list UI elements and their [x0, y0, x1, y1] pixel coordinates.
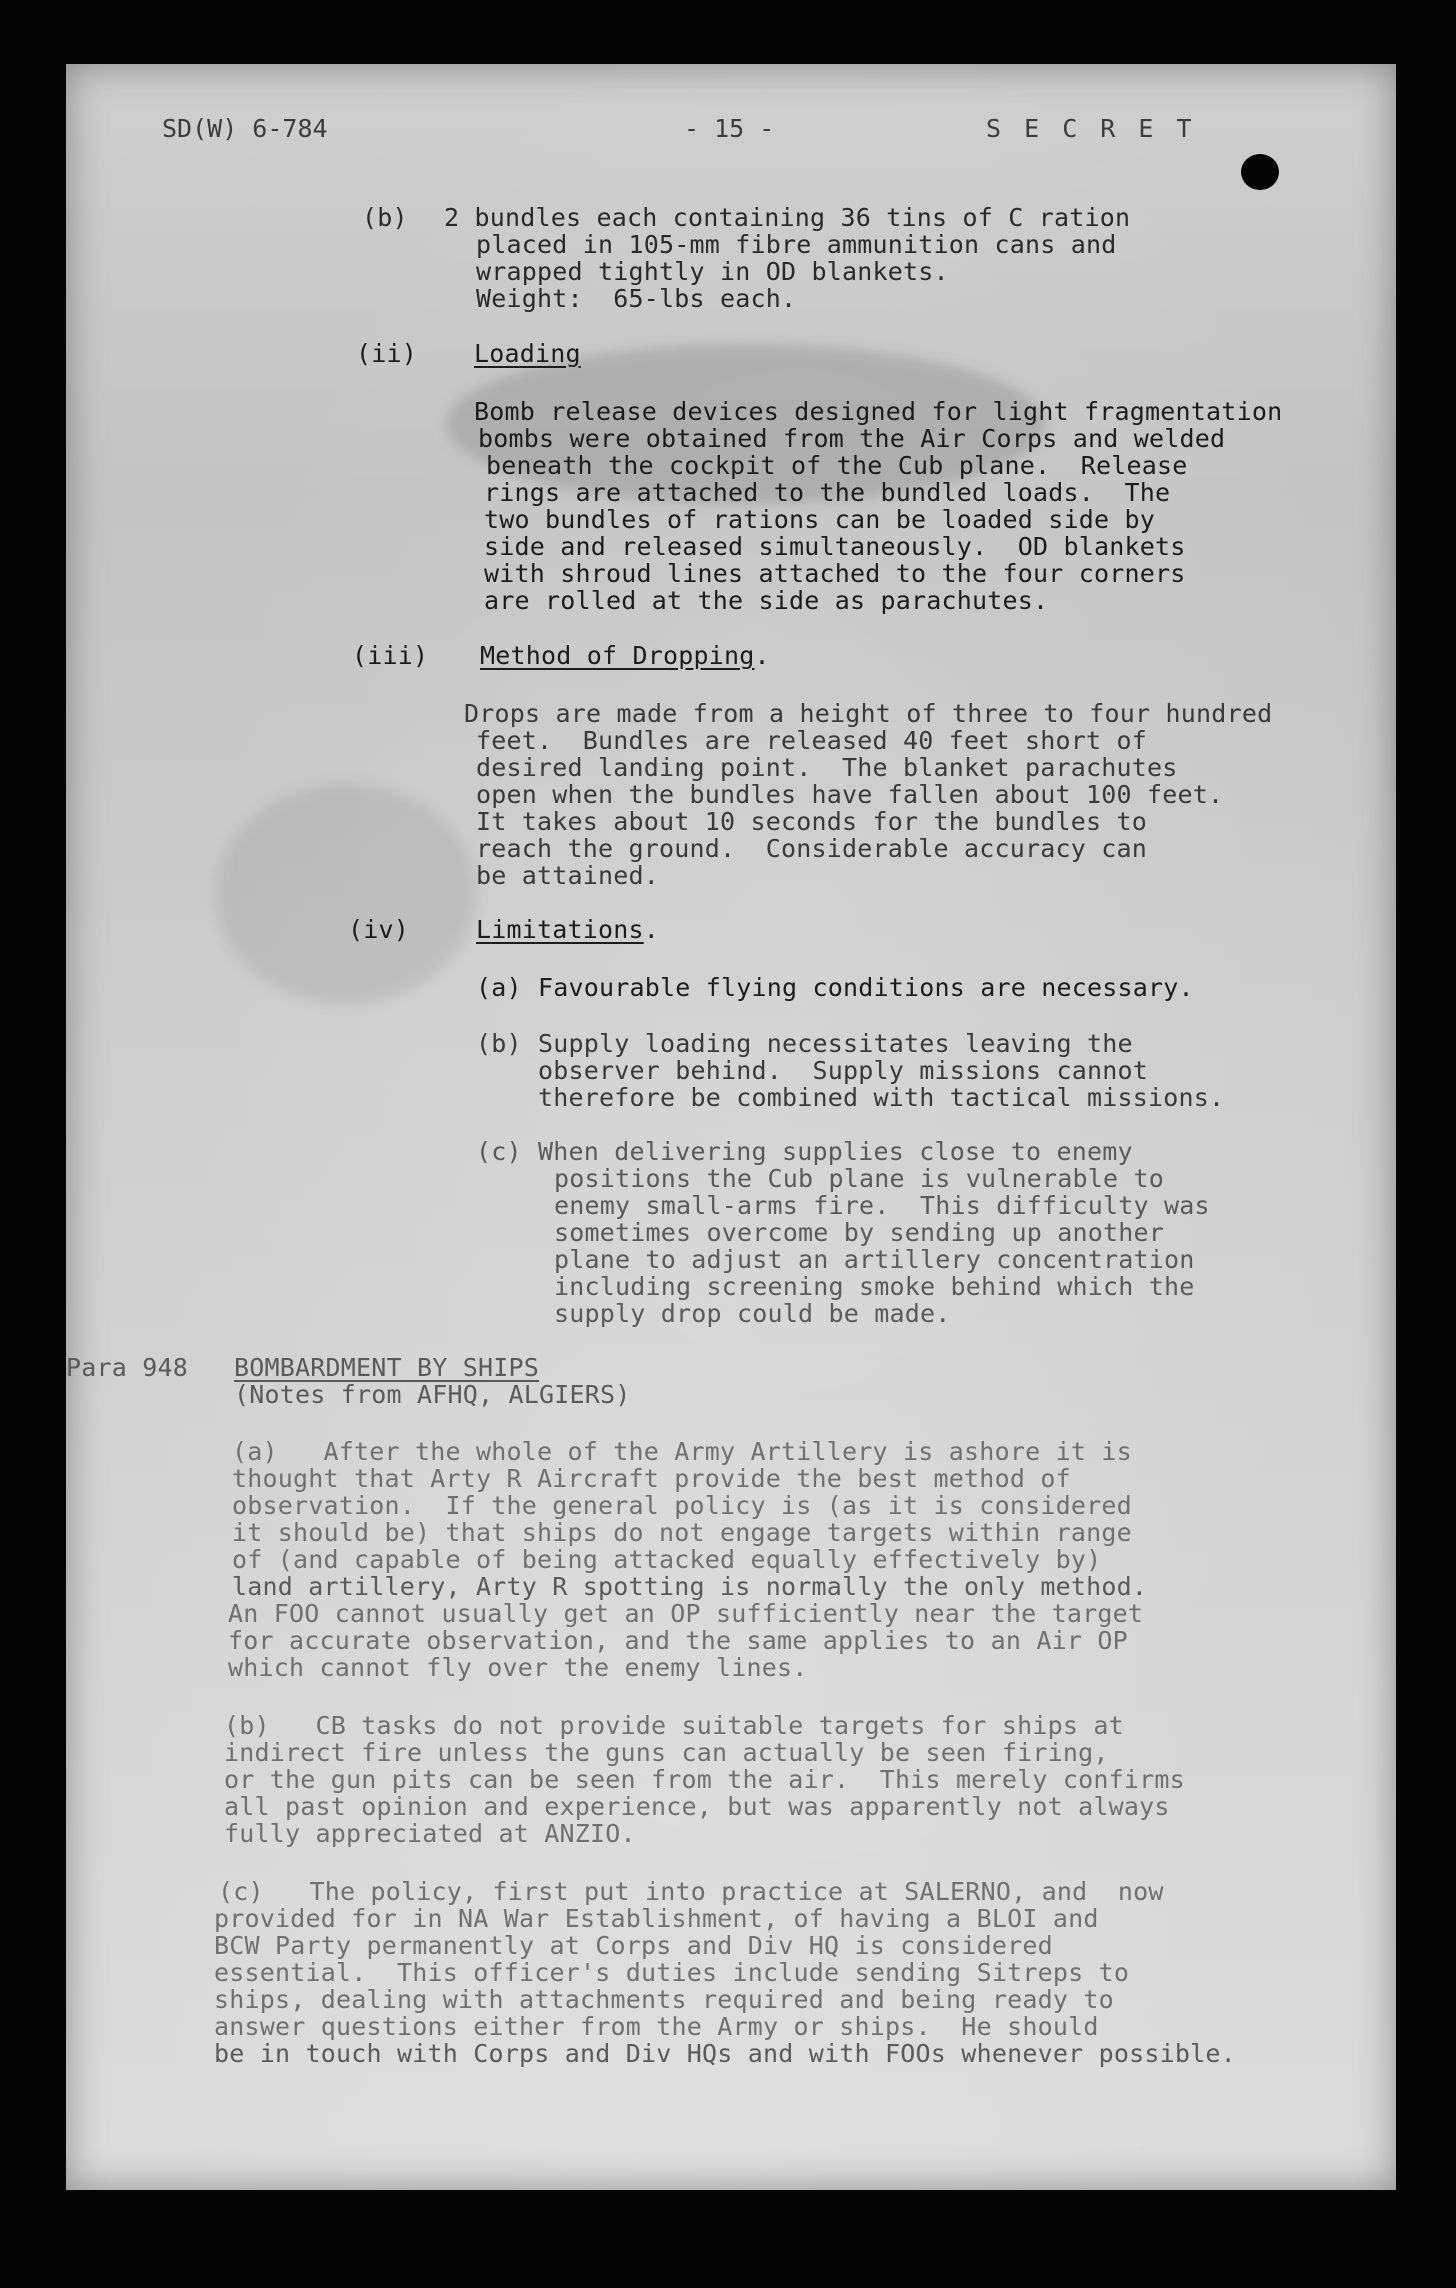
bombardment-c-line: (c) The policy, first put into practice at SALERNO, and now [218, 1877, 1164, 1906]
bundle-b-line: 2 bundles each containing 36 tins of C ration [444, 203, 1131, 232]
bombardment-a-line: An FOO cannot usually get an OP sufficiently near the target [228, 1599, 1144, 1628]
bundle-b-line: wrapped tightly in OD blankets. [476, 257, 949, 286]
loading-line: are rolled at the side as parachutes. [484, 586, 1049, 615]
bombardment-b-line: (b) CB tasks do not provide suitable targets for ships at [224, 1711, 1124, 1740]
document-reference: SD(W) 6-784 [162, 114, 328, 143]
limitation-line: Favourable flying conditions are necessary. [538, 973, 1194, 1002]
section-marker: (iii) [352, 641, 429, 670]
method-line: Drops are made from a height of three to four hundred [464, 699, 1273, 728]
limitation-line: therefore be combined with tactical missions. [538, 1083, 1225, 1112]
item-marker: (b) [362, 203, 408, 232]
section-heading: Limitations [476, 915, 644, 944]
bombardment-c-line: answer questions either from the Army or ships. He should [214, 2012, 1099, 2041]
ink-blot [1241, 154, 1279, 190]
loading-line: two bundles of rations can be loaded side by [484, 505, 1156, 534]
method-line: It takes about 10 seconds for the bundles to [476, 807, 1148, 836]
item-marker: (c) [476, 1137, 522, 1166]
section-heading: Loading [474, 339, 581, 368]
loading-line: rings are attached to the bundled loads. The [484, 478, 1171, 507]
limitation-line: When delivering supplies close to enemy [538, 1137, 1133, 1166]
bombardment-a-line: observation. If the general policy is (as it is considered [232, 1491, 1132, 1520]
limitation-line: Supply loading necessitates leaving the [538, 1029, 1133, 1058]
bombardment-a-line: for accurate observation, and the same applies to an Air OP [228, 1626, 1128, 1655]
item-marker: (b) [476, 1029, 522, 1058]
bombardment-a-line: it should be) that ships do not engage targets within range [232, 1518, 1132, 1547]
bombardment-a-line: thought that Arty R Aircraft provide the best method of [232, 1464, 1071, 1493]
limitation-line: enemy small-arms fire. This difficulty was [554, 1191, 1210, 1220]
bombardment-a-line: which cannot fly over the enemy lines. [228, 1653, 808, 1682]
heading-punctuation: . [643, 915, 660, 944]
classification-marking: S E C R E T [986, 114, 1196, 143]
section-heading-row [480, 642, 770, 669]
section-marker: (iv) [348, 915, 410, 944]
method-line: reach the ground. Considerable accuracy can [476, 834, 1148, 863]
section-heading: Method of Dropping [480, 641, 755, 670]
loading-line: side and released simultaneously. OD blankets [484, 532, 1186, 561]
method-line: desired landing point. The blanket parachutes [476, 753, 1178, 782]
ink-smudge [216, 784, 476, 1004]
limitation-line: plane to adjust an artillery concentration [554, 1245, 1195, 1274]
bundle-b-line: placed in 105-mm fibre ammunition cans and [476, 230, 1117, 259]
bombardment-b-line: indirect fire unless the guns can actually be seen firing, [224, 1738, 1109, 1767]
bombardment-c-line: be in touch with Corps and Div HQs and with FOOs whenever possible. [214, 2039, 1236, 2068]
section-heading-row [476, 916, 659, 943]
bombardment-c-line: ships, dealing with attachments required and being ready to [214, 1985, 1114, 2014]
limitation-line: observer behind. Supply missions cannot [538, 1056, 1149, 1085]
section-marker: (ii) [356, 339, 418, 368]
bombardment-a-line: (a) After the whole of the Army Artillery is ashore it is [232, 1437, 1132, 1466]
bombardment-a-line: land artillery, Arty R spotting is normally the only method. [232, 1572, 1148, 1601]
loading-line: bombs were obtained from the Air Corps and welded [478, 424, 1226, 453]
method-line: open when the bundles have fallen about 100 feet. [476, 780, 1224, 809]
loading-line: Bomb release devices designed for light fragmentation [474, 397, 1283, 426]
bombardment-b-line: all past opinion and experience, but was apparently not always [224, 1792, 1170, 1821]
limitation-line: supply drop could be made. [554, 1299, 951, 1328]
item-marker: (a) [476, 973, 522, 1002]
limitation-line: including screening smoke behind which the [554, 1272, 1195, 1301]
heading-punctuation: . [754, 641, 770, 670]
method-line: feet. Bundles are released 40 feet short of [476, 726, 1148, 755]
document-page [66, 64, 1396, 2190]
bombardment-b-line: fully appreciated at ANZIO. [224, 1819, 636, 1848]
bombardment-a-line: of (and capable of being attacked equally effectively by) [232, 1545, 1102, 1574]
method-line: be attained. [476, 861, 660, 890]
paragraph-label: Para 948 [66, 1353, 189, 1382]
loading-line: with shroud lines attached to the four corners [484, 559, 1186, 588]
limitation-line: positions the Cub plane is vulnerable to [554, 1164, 1165, 1193]
bombardment-c-line: essential. This officer's duties include sending Sitreps to [214, 1958, 1130, 1987]
bombardment-b-line: or the gun pits can be seen from the air. This merely confirms [224, 1765, 1185, 1794]
bombardment-c-line: BCW Party permanently at Corps and Div HQ is considered [214, 1931, 1053, 1960]
paragraph-title: BOMBARDMENT BY SHIPS [234, 1353, 540, 1382]
page-number: - 15 - [684, 114, 775, 143]
bundle-b-line: Weight: 65-lbs each. [476, 284, 797, 313]
limitation-line: sometimes overcome by sending up another [554, 1218, 1165, 1247]
loading-line: beneath the cockpit of the Cub plane. Release [486, 451, 1188, 480]
paragraph-subtitle: (Notes from AFHQ, ALGIERS) [234, 1380, 631, 1409]
bombardment-c-line: provided for in NA War Establishment, of having a BLOI and [214, 1904, 1099, 1933]
